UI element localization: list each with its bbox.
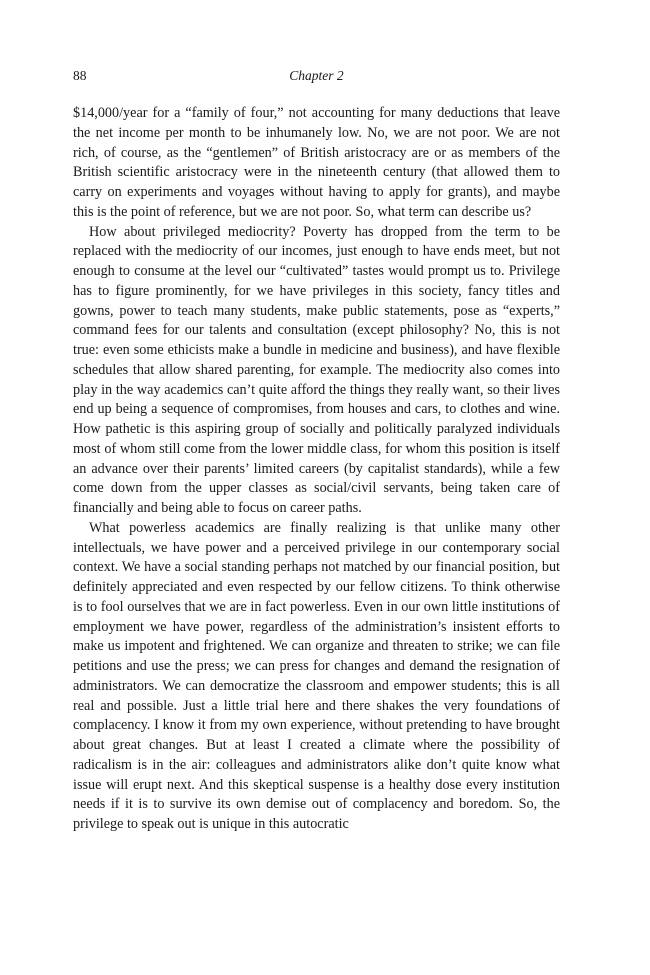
paragraph: How about privileged mediocrity? Poverty has dropped from the term to be replaced with the mediocrity of our incomes, just enough to have ends meet, but not enough to consume at the level our “cultivated” tastes would prompt us to. Privilege has to figure prominently, for we have privileges in this society, fancy titles and gowns, power to teach many students, make public statements, pose as “experts,” command fees for our talents and consultation (except philosophy? No, this is not true: even some ethicists make a bundle in medicine and business), and have flexible schedules that allow shared parenting, for example. The mediocrity also comes into play in the way academics can’t quite afford the things they really want, so their lives end up being a sequence of compromises, from houses and cars, to clothes and wine. How pathetic is this aspiring group of socially and politically paralyzed individuals most of whom still come from the lower middle class, for whom this position is itself an advance over their parents’ limited careers (by capitalist standards), while a few come down from the upper classes as social/civil servants, being taken care of financially and being able to focus on career paths. (73, 223, 560, 516)
paragraph: What powerless academics are finally realizing is that unlike many other intellectuals, we have power and a perceived privilege in our contemporary social context. We have a social standing perhaps not matched by our financial position, but definitely appreciated and even respected by our fellow citizens. To think otherwise is to fool ourselves that we are in fact powerless. Even in our own little institutions of employment we have power, regardless of the administration’s insistent efforts to make us impotent and frightened. We can organize and threaten to strike; we can file petitions and use the press; we can press for changes and demand the resignation of administrators. We can democratize the classroom and empower students; this is all real and possible. Just a little trial here and there shakes the very foundations of complacency. I know it from my own experience, without pretending to have brought about great changes. But at least I created a climate where the possibility of radicalism is in the air: colleagues and administrators alike don’t quite know what issue will erupt next. And this skeptical suspense is a healthy dose every institution needs if it is to survive its own demise out of complacency and boredom. So, the privilege to speak out is unique in this autocratic (73, 519, 560, 832)
page-number: 88 (73, 68, 87, 83)
body-text (73, 104, 560, 835)
running-head (73, 68, 560, 90)
chapter-title: Chapter 2 (289, 68, 344, 83)
paragraph: $14,000/year for a “family of four,” not accounting for many deductions that leave the net income per month to be inhumanely low. No, we are not poor. We are not rich, of course, as the “gentlemen” of British aristocracy are or as members of the British scientific aristocracy were in the nineteenth century (that allowed them to carry on experiments and voyages without having to apply for grants), and maybe this is the point of reference, but we are not poor. So, what term can describe us? (73, 105, 560, 220)
book-page (73, 68, 560, 835)
